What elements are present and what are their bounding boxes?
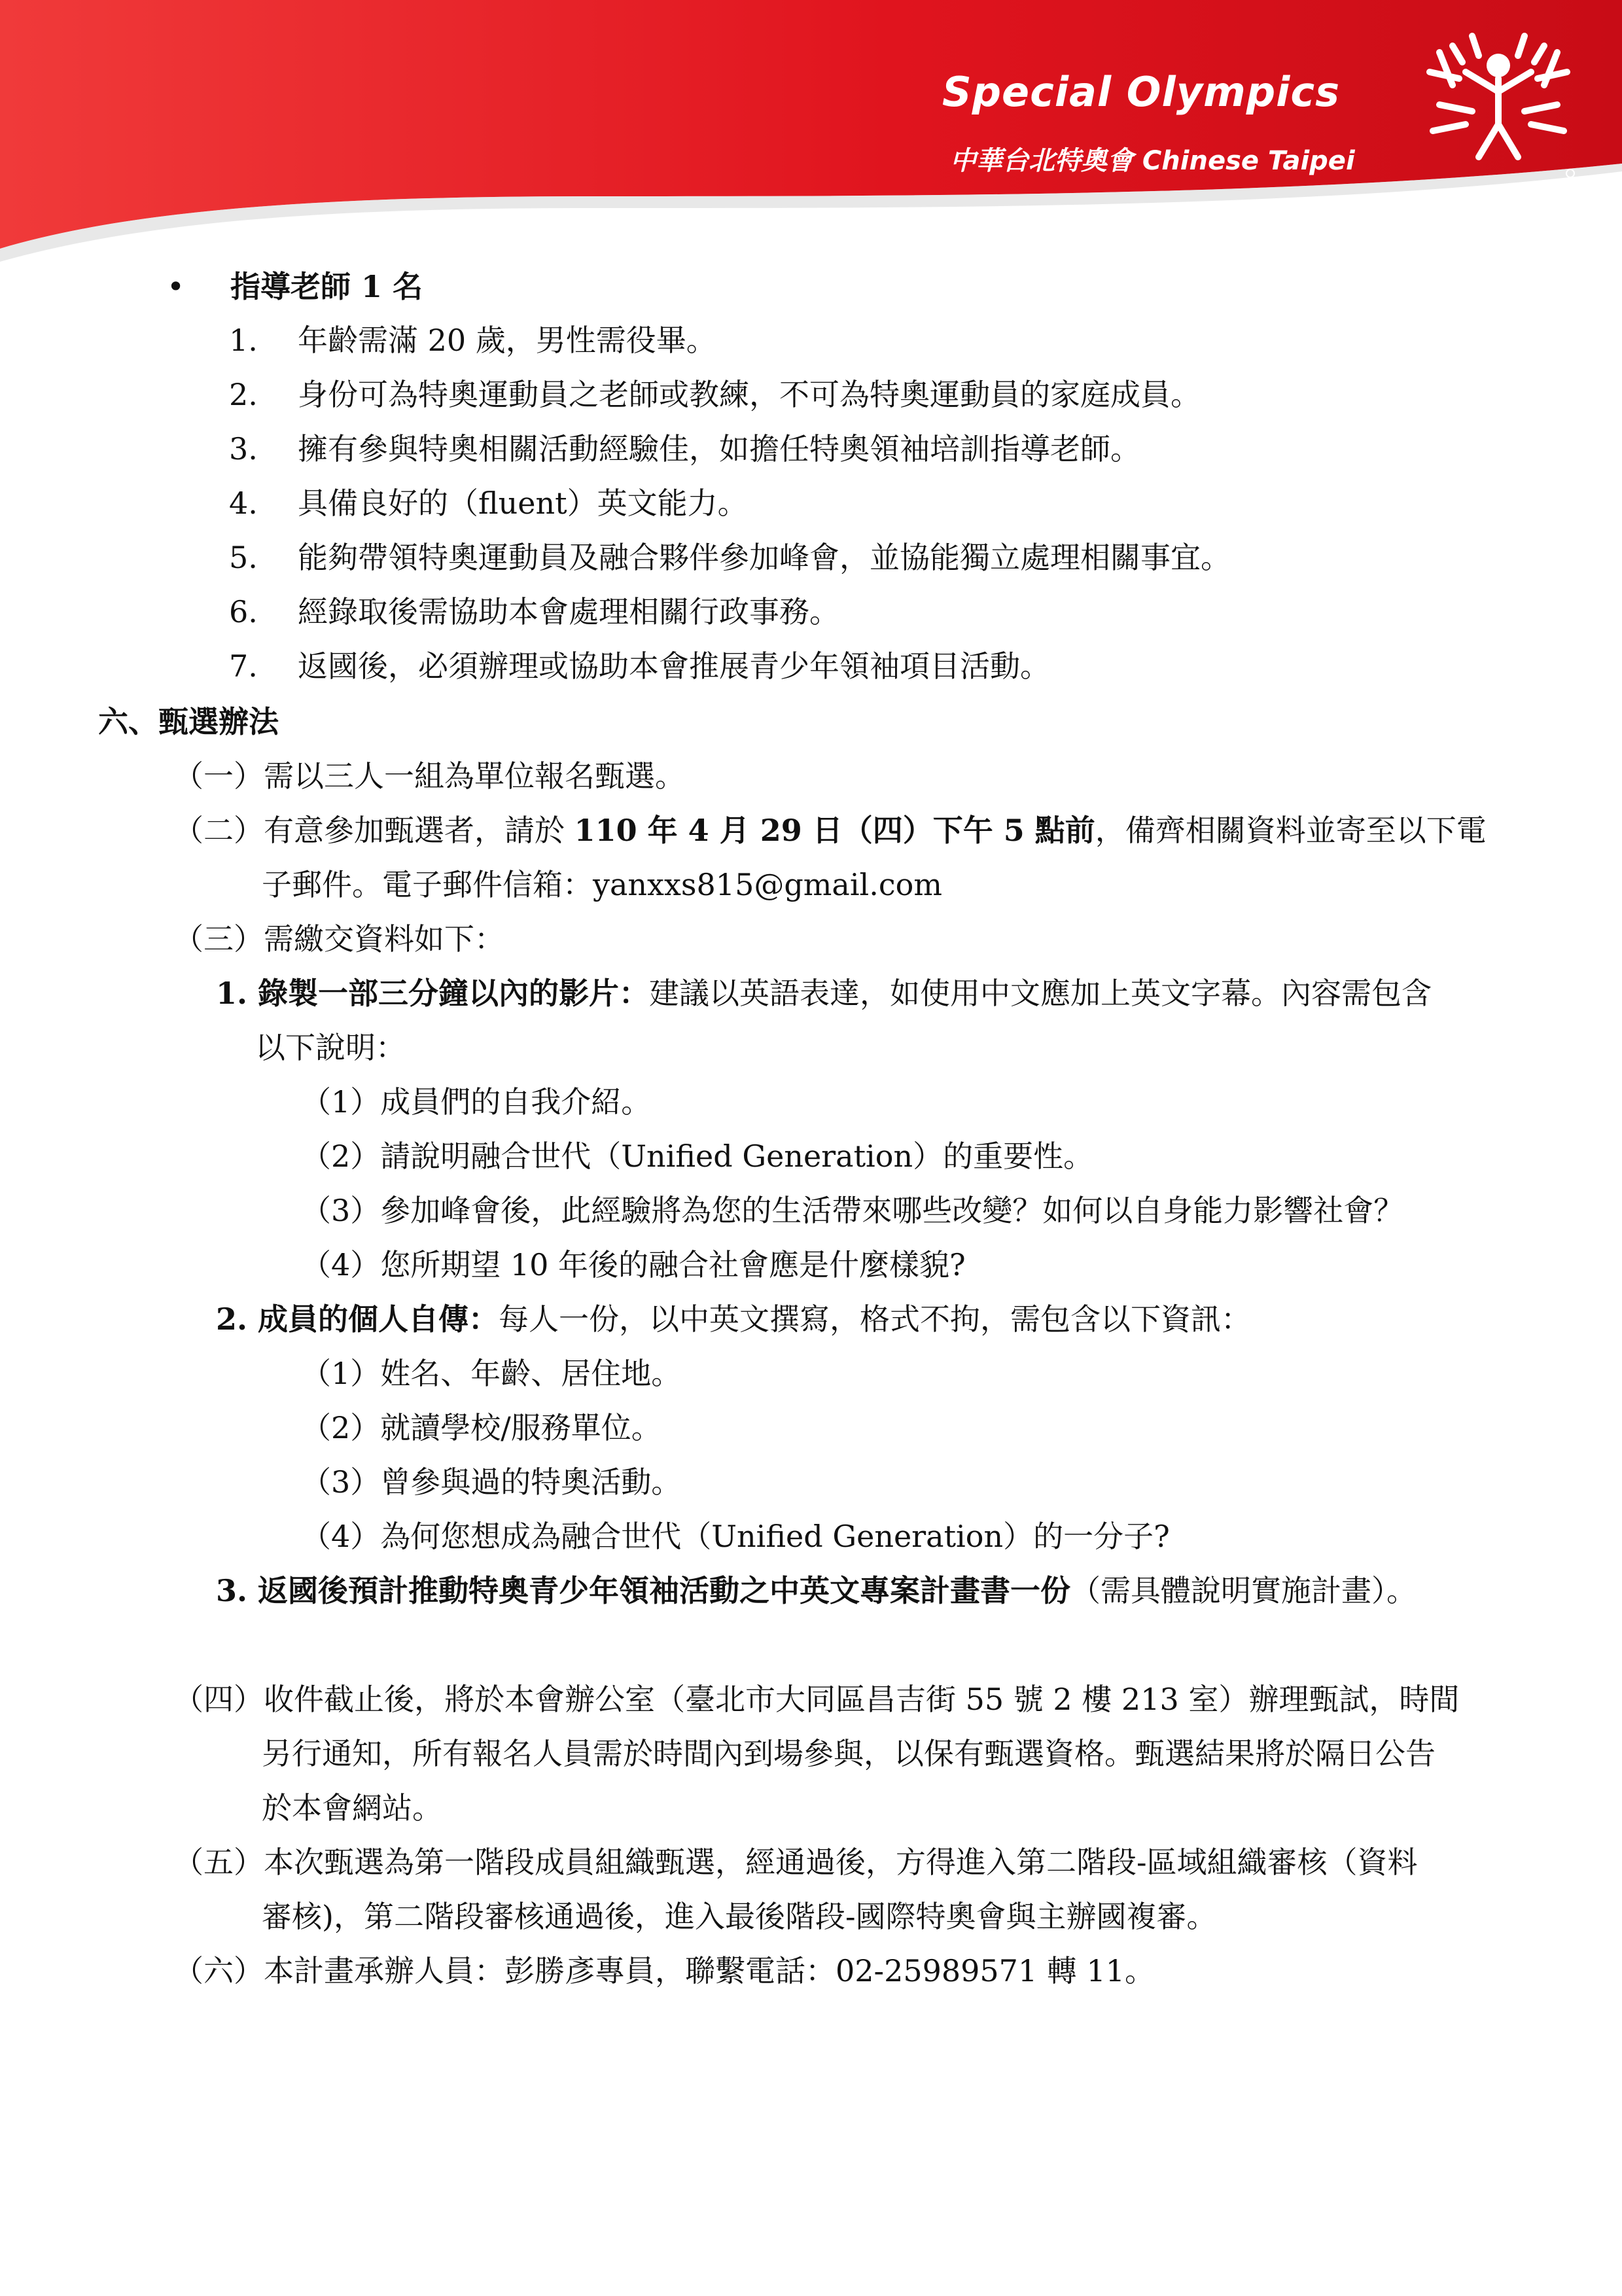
advisor-bullet: • [167, 269, 185, 304]
video-subitem: （3）參加峰會後，此經驗將為您的生活帶來哪些改變？如何以自身能力影響社會？ [301, 1193, 1404, 1228]
paragraph-5-line1: （五）本次甄選為第一階段成員組織甄選，經通過後，方得進入第二階段-區域組織審核（資料 [173, 1845, 1418, 1880]
brand-subtitle: 中華台北特奧會 Chinese Taipei [950, 146, 1355, 176]
section-heading: 六、甄選辦法 [98, 704, 279, 739]
paragraph-2-prefix: （二）有意參加甄選者，請於 [173, 813, 574, 848]
paragraph-5-line2: 審核)，第二階段審核通過後，進入最後階段-國際特奧會與主辦國複審。 [262, 1899, 1217, 1934]
deadline-text: 110 年 4 月 29 日（四）下午 5 點前 [574, 813, 1095, 848]
paragraph-3: （三）需繳交資料如下： [173, 921, 504, 957]
list-item-text: 返國後，必須辦理或協助本會推展青少年領袖項目活動。 [298, 648, 1050, 684]
list-item-number: 4. [229, 486, 258, 521]
requirement-3 [216, 1571, 1417, 1610]
list-item-number: 5. [229, 540, 258, 575]
bio-subitem: （1）姓名、年齡、居住地。 [301, 1356, 682, 1391]
video-subitem: （2）請說明融合世代（Unified Generation）的重要性。 [301, 1139, 1094, 1174]
bio-subitem: （3）曾參與過的特奧活動。 [301, 1464, 682, 1500]
special-olympics-logo-icon [1413, 26, 1583, 183]
bio-subitem: （4）為何您想成為融合世代（Unified Generation）的一分子? [301, 1519, 1170, 1554]
paragraph-2-suffix: ，備齊相關資料並寄至以下電 [1095, 813, 1487, 848]
list-item-text: 經錄取後需協助本會處理相關行政事務。 [298, 594, 839, 629]
requirement-1 [216, 974, 1432, 1013]
requirement-2-text: 每人一份，以中英文撰寫，格式不拘，需包含以下資訊： [499, 1301, 1252, 1337]
list-item-text: 能夠帶領特奧運動員及融合夥伴參加峰會，並協能獨立處理相關事宜。 [298, 540, 1231, 575]
header-banner [0, 0, 1622, 275]
paragraph-6: （六）本計畫承辦人員：彭勝彥專員，聯繫電話：02-25989571 轉 11。 [173, 1953, 1155, 1988]
list-item-text: 年齡需滿 20 歲，男性需役畢。 [298, 323, 716, 358]
list-item-number: 1. [229, 323, 258, 358]
requirement-1-title: 1. 錄製一部三分鐘以內的影片： [216, 976, 650, 1011]
requirement-2-title: 2. 成員的個人自傳： [216, 1301, 499, 1337]
list-item-text: 身份可為特奧運動員之老師或教練，不可為特奧運動員的家庭成員。 [298, 377, 1201, 412]
list-item-text: 具備良好的（fluent）英文能力。 [298, 486, 748, 521]
list-item-number: 7. [229, 648, 258, 684]
requirement-1-line2: 以下說明： [255, 1030, 406, 1065]
requirement-3-title: 3. 返國後預計推動特奧青少年領袖活動之中英文專案計畫書一份 [216, 1573, 1071, 1608]
bio-subitem: （2）就讀學校/服務單位。 [301, 1410, 661, 1445]
header-swoosh [0, 0, 1622, 275]
advisor-heading: 指導老師 1 名 [230, 269, 423, 304]
list-item-number: 6. [229, 594, 258, 629]
requirement-1-text: 建議以英語表達，如使用中文應加上英文字幕。內容需包含 [649, 976, 1432, 1011]
paragraph-2-line2: 子郵件。電子郵件信箱：yanxxs815@gmail.com [262, 867, 942, 902]
requirement-2 [216, 1299, 1251, 1339]
brand-title: Special Olympics [942, 68, 1341, 116]
video-subitem: （4）您所期望 10 年後的融合社會應是什麼樣貌? [301, 1247, 966, 1282]
paragraph-2 [173, 811, 1487, 850]
paragraph-4-line1: （四）收件截止後，將於本會辦公室（臺北市大同區昌吉街 55 號 2 樓 213 室）辦理甄試，時間 [173, 1682, 1460, 1717]
requirement-3-text: （需具體說明實施計畫）。 [1070, 1573, 1417, 1608]
paragraph-4-line3: 於本會網站。 [262, 1790, 442, 1826]
paragraph-1: （一）需以三人一組為單位報名甄選。 [173, 758, 685, 794]
list-item-number: 3. [229, 431, 258, 467]
video-subitem: （1）成員們的自我介紹。 [301, 1084, 652, 1120]
paragraph-4-line2: 另行通知，所有報名人員需於時間內到場參與，以保有甄選資格。甄選結果將於隔日公告 [262, 1736, 1436, 1771]
list-item-text: 擁有參與特奧相關活動經驗佳，如擔任特奧領袖培訓指導老師。 [298, 431, 1140, 467]
list-item-number: 2. [229, 377, 258, 412]
